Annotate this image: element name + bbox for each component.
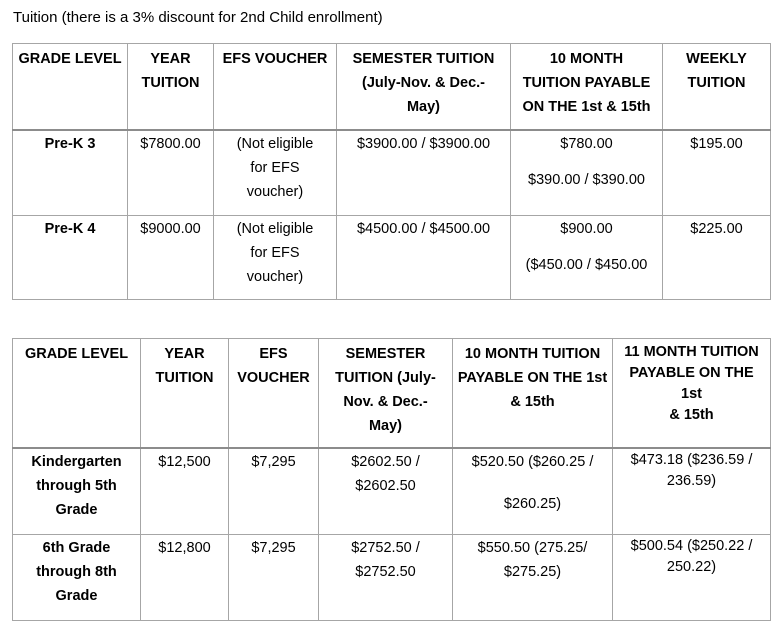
header-text: EFS VOUCHER	[222, 51, 328, 67]
header-text: & 15th	[669, 407, 714, 423]
table-row	[13, 216, 771, 300]
cell-text: $275.25)	[503, 564, 562, 580]
table-row	[13, 130, 771, 216]
cell-ten-month	[453, 448, 613, 535]
header-text: TUITION	[141, 75, 200, 91]
cell-text: 250.22)	[666, 559, 717, 575]
cell-text: $780.00	[560, 135, 613, 152]
cell-text: $2752.50 /	[351, 540, 420, 556]
cell-efs	[214, 130, 337, 216]
cell-text: $2602.50 /	[351, 453, 420, 470]
cell-text: $390.00 / $390.00	[528, 171, 645, 188]
cell-text: Grade	[55, 501, 98, 518]
cell-semester: $4500.00 / $4500.00	[337, 216, 511, 300]
cell-text: $500.54 ($250.22 /	[630, 538, 753, 554]
cell-efs: $7,295	[229, 535, 319, 621]
cell-year-tuition: $9000.00	[128, 216, 214, 300]
page-caption: Tuition (there is a 3% discount for 2nd Child enrollment)	[13, 9, 383, 26]
cell-grade	[13, 448, 141, 535]
header-efs-voucher	[229, 339, 319, 448]
cell-eleven-month	[613, 448, 771, 535]
cell-ten-month	[511, 216, 663, 300]
cell-text: (Not eligible	[236, 135, 314, 152]
cell-semester: $3900.00 / $3900.00	[337, 130, 511, 216]
cell-text: $473.18 ($236.59 /	[630, 451, 753, 468]
header-grade-level	[13, 339, 141, 448]
header-text: 10 MONTH TUITION	[464, 346, 601, 362]
header-eleven-month	[613, 339, 771, 448]
table-row	[13, 535, 771, 621]
cell-ten-month	[511, 130, 663, 216]
header-efs-voucher	[214, 44, 337, 130]
header-grade-level	[13, 44, 128, 130]
cell-text: voucher)	[246, 183, 304, 200]
header-text: SEMESTER	[345, 346, 426, 362]
table-row	[13, 448, 771, 535]
cell-grade: Pre-K 4	[13, 216, 128, 300]
table-header-row	[13, 339, 771, 448]
header-weekly-tuition	[663, 44, 771, 130]
header-text: (July-Nov. & Dec.-	[361, 75, 485, 91]
header-text: TUITION	[687, 75, 746, 91]
cell-text: Kindergarten	[31, 453, 122, 470]
cell-weekly: $225.00	[663, 216, 771, 300]
cell-year-tuition: $12,500	[141, 448, 229, 535]
cell-text: for EFS	[250, 245, 300, 261]
cell-text: $260.25)	[503, 495, 562, 512]
header-text: YEAR	[164, 346, 205, 362]
cell-text: $2752.50	[355, 564, 416, 580]
cell-text: $2602.50	[355, 477, 416, 494]
cell-text: through 5th	[36, 477, 117, 494]
header-text: May)	[368, 418, 403, 434]
header-ten-month	[511, 44, 663, 130]
cell-text: (Not eligible	[236, 221, 314, 237]
cell-year-tuition: $12,800	[141, 535, 229, 621]
cell-weekly: $195.00	[663, 130, 771, 216]
header-text: SEMESTER TUITION	[352, 51, 495, 67]
cell-grade	[13, 535, 141, 621]
header-semester-tuition	[337, 44, 511, 130]
header-text: TUITION	[155, 370, 214, 386]
header-text: TUITION PAYABLE	[522, 75, 651, 91]
header-text: EFS	[259, 346, 288, 362]
header-text: PAYABLE ON THE 1st	[457, 370, 608, 386]
tuition-table-prek	[12, 43, 771, 300]
cell-text: through 8th	[36, 564, 117, 580]
header-text: GRADE LEVEL	[24, 346, 129, 362]
cell-semester	[319, 535, 453, 621]
cell-text: $900.00	[560, 221, 613, 237]
header-text: ON THE 1st & 15th	[522, 99, 651, 115]
cell-text: $550.50 (275.25/	[477, 540, 588, 556]
header-text: TUITION (July-	[335, 370, 436, 386]
cell-grade: Pre-K 3	[13, 130, 128, 216]
cell-text: voucher)	[246, 269, 304, 285]
cell-text: 236.59)	[666, 472, 717, 489]
header-year-tuition	[141, 339, 229, 448]
cell-year-tuition: $7800.00	[128, 130, 214, 216]
header-text: YEAR	[150, 51, 191, 67]
cell-text: for EFS	[250, 159, 300, 176]
header-semester-tuition	[319, 339, 453, 448]
header-text: GRADE LEVEL	[18, 51, 122, 67]
header-ten-month	[453, 339, 613, 448]
cell-ten-month	[453, 535, 613, 621]
cell-text: 6th Grade	[42, 540, 111, 556]
tuition-table-k8	[12, 338, 771, 621]
cell-semester	[319, 448, 453, 535]
header-text: 10 MONTH	[549, 51, 624, 67]
cell-text: $520.50 ($260.25 /	[471, 453, 594, 470]
header-text: 11 MONTH TUITION	[624, 344, 759, 360]
header-text: Nov. & Dec.-	[343, 394, 428, 410]
header-text: & 15th	[510, 394, 555, 410]
cell-efs	[214, 216, 337, 300]
cell-text: Grade	[55, 588, 98, 604]
cell-eleven-month	[613, 535, 771, 621]
header-text: PAYABLE ON THE 1st	[629, 365, 754, 402]
cell-text: ($450.00 / $450.00	[525, 257, 648, 273]
header-text: May)	[406, 99, 441, 115]
header-text: WEEKLY	[686, 51, 747, 67]
header-text: VOUCHER	[237, 370, 310, 386]
cell-efs: $7,295	[229, 448, 319, 535]
header-year-tuition	[128, 44, 214, 130]
table-header-row	[13, 44, 771, 130]
